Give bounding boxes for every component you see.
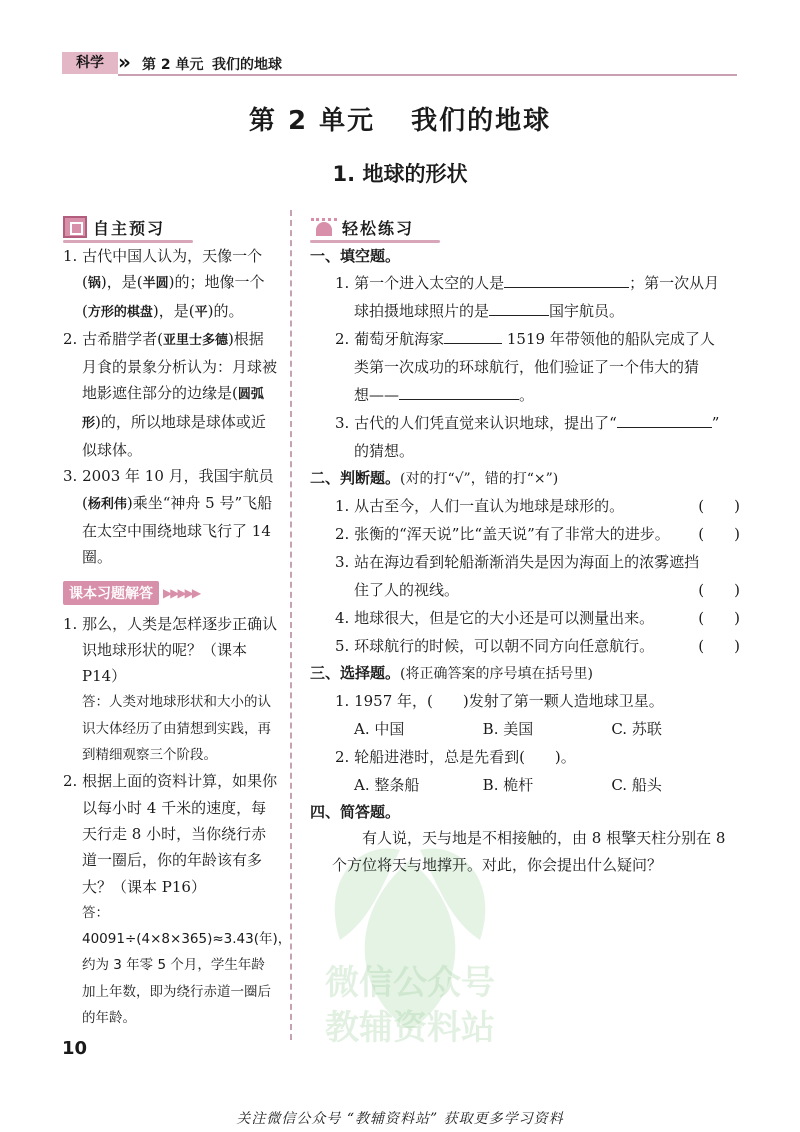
- unit-title-number: 第 2 单元: [248, 106, 376, 136]
- running-header: [62, 50, 737, 76]
- essay-question: 有人说，天与地是不相接触的，由 8 根擎天柱分别在 8 个方位将天与地撑开。对此，你会提出什么疑问？: [332, 829, 726, 874]
- textbook-title: 课本习题解答: [63, 581, 159, 605]
- left-column: [63, 212, 292, 1031]
- judge-item-5: 5. 环球航行的时候，可以朝不同方向任意航行。 ( ): [310, 632, 740, 660]
- answer-bracket[interactable]: ( ): [698, 637, 740, 655]
- fill-question-3-cont: 的猜想。: [354, 442, 415, 460]
- option-b[interactable]: B. 桅杆: [482, 776, 534, 794]
- watermark-text-2: 教辅资料站: [325, 1008, 495, 1048]
- judge-item-4: 4. 地球很大，但是它的大小还是可以测量出来。 ( ): [310, 604, 740, 632]
- preview-header: [63, 212, 278, 242]
- textbook-answer-1: 答：人类对地球形状和大小的认识大体经历了由猜想到实践，再到精细观察三个阶段。: [82, 694, 271, 764]
- choice-question-1: 1. 1957 年，( )发射了第一颗人造地球卫星。: [335, 692, 664, 710]
- fill-question-2: 2. 葡萄牙航海家 1519 年带领他的船队完成了人: [335, 330, 715, 348]
- textbook-answer-2: 答：40091÷(4×8×365)≈3.43(年)，约为 3 年零 5 个月，学生年龄加上年数，即为绕行赤道一圈后的年龄。: [82, 904, 292, 1027]
- fill-question-2-cont2: 想—— 。: [354, 386, 535, 404]
- answer-blank[interactable]: [444, 329, 502, 344]
- answer-bracket[interactable]: ( ): [698, 497, 740, 515]
- answer-blank[interactable]: [617, 413, 712, 428]
- arrows-icon: ▶▶▶▶▶: [163, 585, 200, 600]
- essay-heading: 四、简答题。: [310, 803, 401, 821]
- page-number: 10: [62, 1038, 88, 1059]
- chevron-icon: »: [118, 50, 127, 74]
- practice-title: 轻松练习: [342, 218, 415, 238]
- choice-question-2: 2. 轮船进港时，总是先看到( )。: [335, 748, 576, 766]
- watermark-text-1: 微信公众号: [325, 963, 495, 1003]
- fill-heading: 一、填空题。: [310, 247, 401, 265]
- answer-blank[interactable]: [489, 301, 549, 316]
- footer-note: 关注微信公众号 “教辅资料站” 获取更多学习资料: [236, 1111, 564, 1127]
- judge-item-1: 1. 从古至今，人们一直认为地球是球形的。 ( ): [310, 492, 740, 520]
- textbook-question-2: 2. 根据上面的资料计算，如果你以每小时 4 千米的速度，每天行走 8 小时，当你绕行赤道一圈后，你的年龄该有多大？（课本 P16）: [63, 772, 278, 896]
- answer-bracket[interactable]: ( ): [698, 525, 740, 543]
- header-rule: [118, 74, 737, 76]
- fill-question-1-cont: 球拍摄地球照片的是 国宇航员。: [354, 302, 625, 320]
- preview-item-1: 1. 古代中国人认为，天像一个(锅)，是(半圆)的；地像一个(方形的棋盘)，是(平)的。: [63, 247, 265, 320]
- choice-heading: 三、选择题。(将正确答案的序号填在括号里): [310, 664, 593, 682]
- answer-blank[interactable]: [504, 273, 629, 288]
- lesson-title: 1. 地球的形状: [332, 162, 468, 186]
- column-divider: [290, 210, 292, 1040]
- fill-question-2-cont: 类第一次成功的环球航行，他们验证了一个伟大的猜: [354, 358, 700, 376]
- answer-bracket[interactable]: ( ): [698, 609, 740, 627]
- option-c[interactable]: C. 苏联: [611, 720, 662, 738]
- answer-blank[interactable]: [399, 385, 519, 400]
- preview-item-2: 2. 古希腊学者(亚里士多德)根据月食的景象分析认为：月球被地影遮住部分的边缘是(圆弧形)的，所以地球是球体或近似球体。: [63, 329, 278, 460]
- judge-heading: 二、判断题。(对的打“√”，错的打“×”): [310, 469, 559, 487]
- subject-tag: 科学: [62, 52, 118, 74]
- option-a[interactable]: A. 整条船: [354, 776, 420, 794]
- sun-icon: [310, 218, 338, 236]
- unit-title-name: 我们的地球: [411, 106, 552, 136]
- choice-options-2: [310, 771, 740, 799]
- header-unit: 第 2 单元: [142, 57, 204, 73]
- preview-title: 自主预习: [93, 218, 166, 238]
- option-c[interactable]: C. 船头: [611, 776, 662, 794]
- right-column: [310, 212, 740, 879]
- textbook-question-1: 1. 那么，人类是怎样逐步正确认识地球形状的呢？（课本 P14）: [63, 614, 278, 686]
- practice-header: [310, 212, 740, 242]
- judge-item-3: 3. 站在海边看到轮船渐渐消失是因为海面上的浓雾遮挡: [335, 553, 700, 571]
- option-b[interactable]: B. 美国: [482, 720, 534, 738]
- square-badge-icon: [63, 216, 87, 238]
- textbook-header: [63, 581, 278, 605]
- fill-question-1: 1. 第一个进入太空的人是 ；第一次从月: [335, 274, 720, 292]
- judge-item-3-cont: 住了人的视线。 ( ): [310, 576, 740, 604]
- option-a[interactable]: A. 中国: [354, 720, 405, 738]
- preview-item-3: 3. 2003 年 10 月，我国宇航员(杨利伟)乘坐“神舟 5 号”飞船在太空中围绕地球飞行了 14 圈。: [63, 467, 274, 567]
- answer-bracket[interactable]: ( ): [698, 581, 740, 599]
- fill-question-3: 3. 古代的人们凭直觉来认识地球，提出了“ ”: [335, 414, 720, 432]
- unit-title: [0, 100, 800, 137]
- judge-item-2: 2. 张衡的“浑天说”比“盖天说”有了非常大的进步。 ( ): [310, 520, 740, 548]
- header-topic: 我们的地球: [212, 57, 282, 73]
- choice-options-1: [310, 715, 740, 743]
